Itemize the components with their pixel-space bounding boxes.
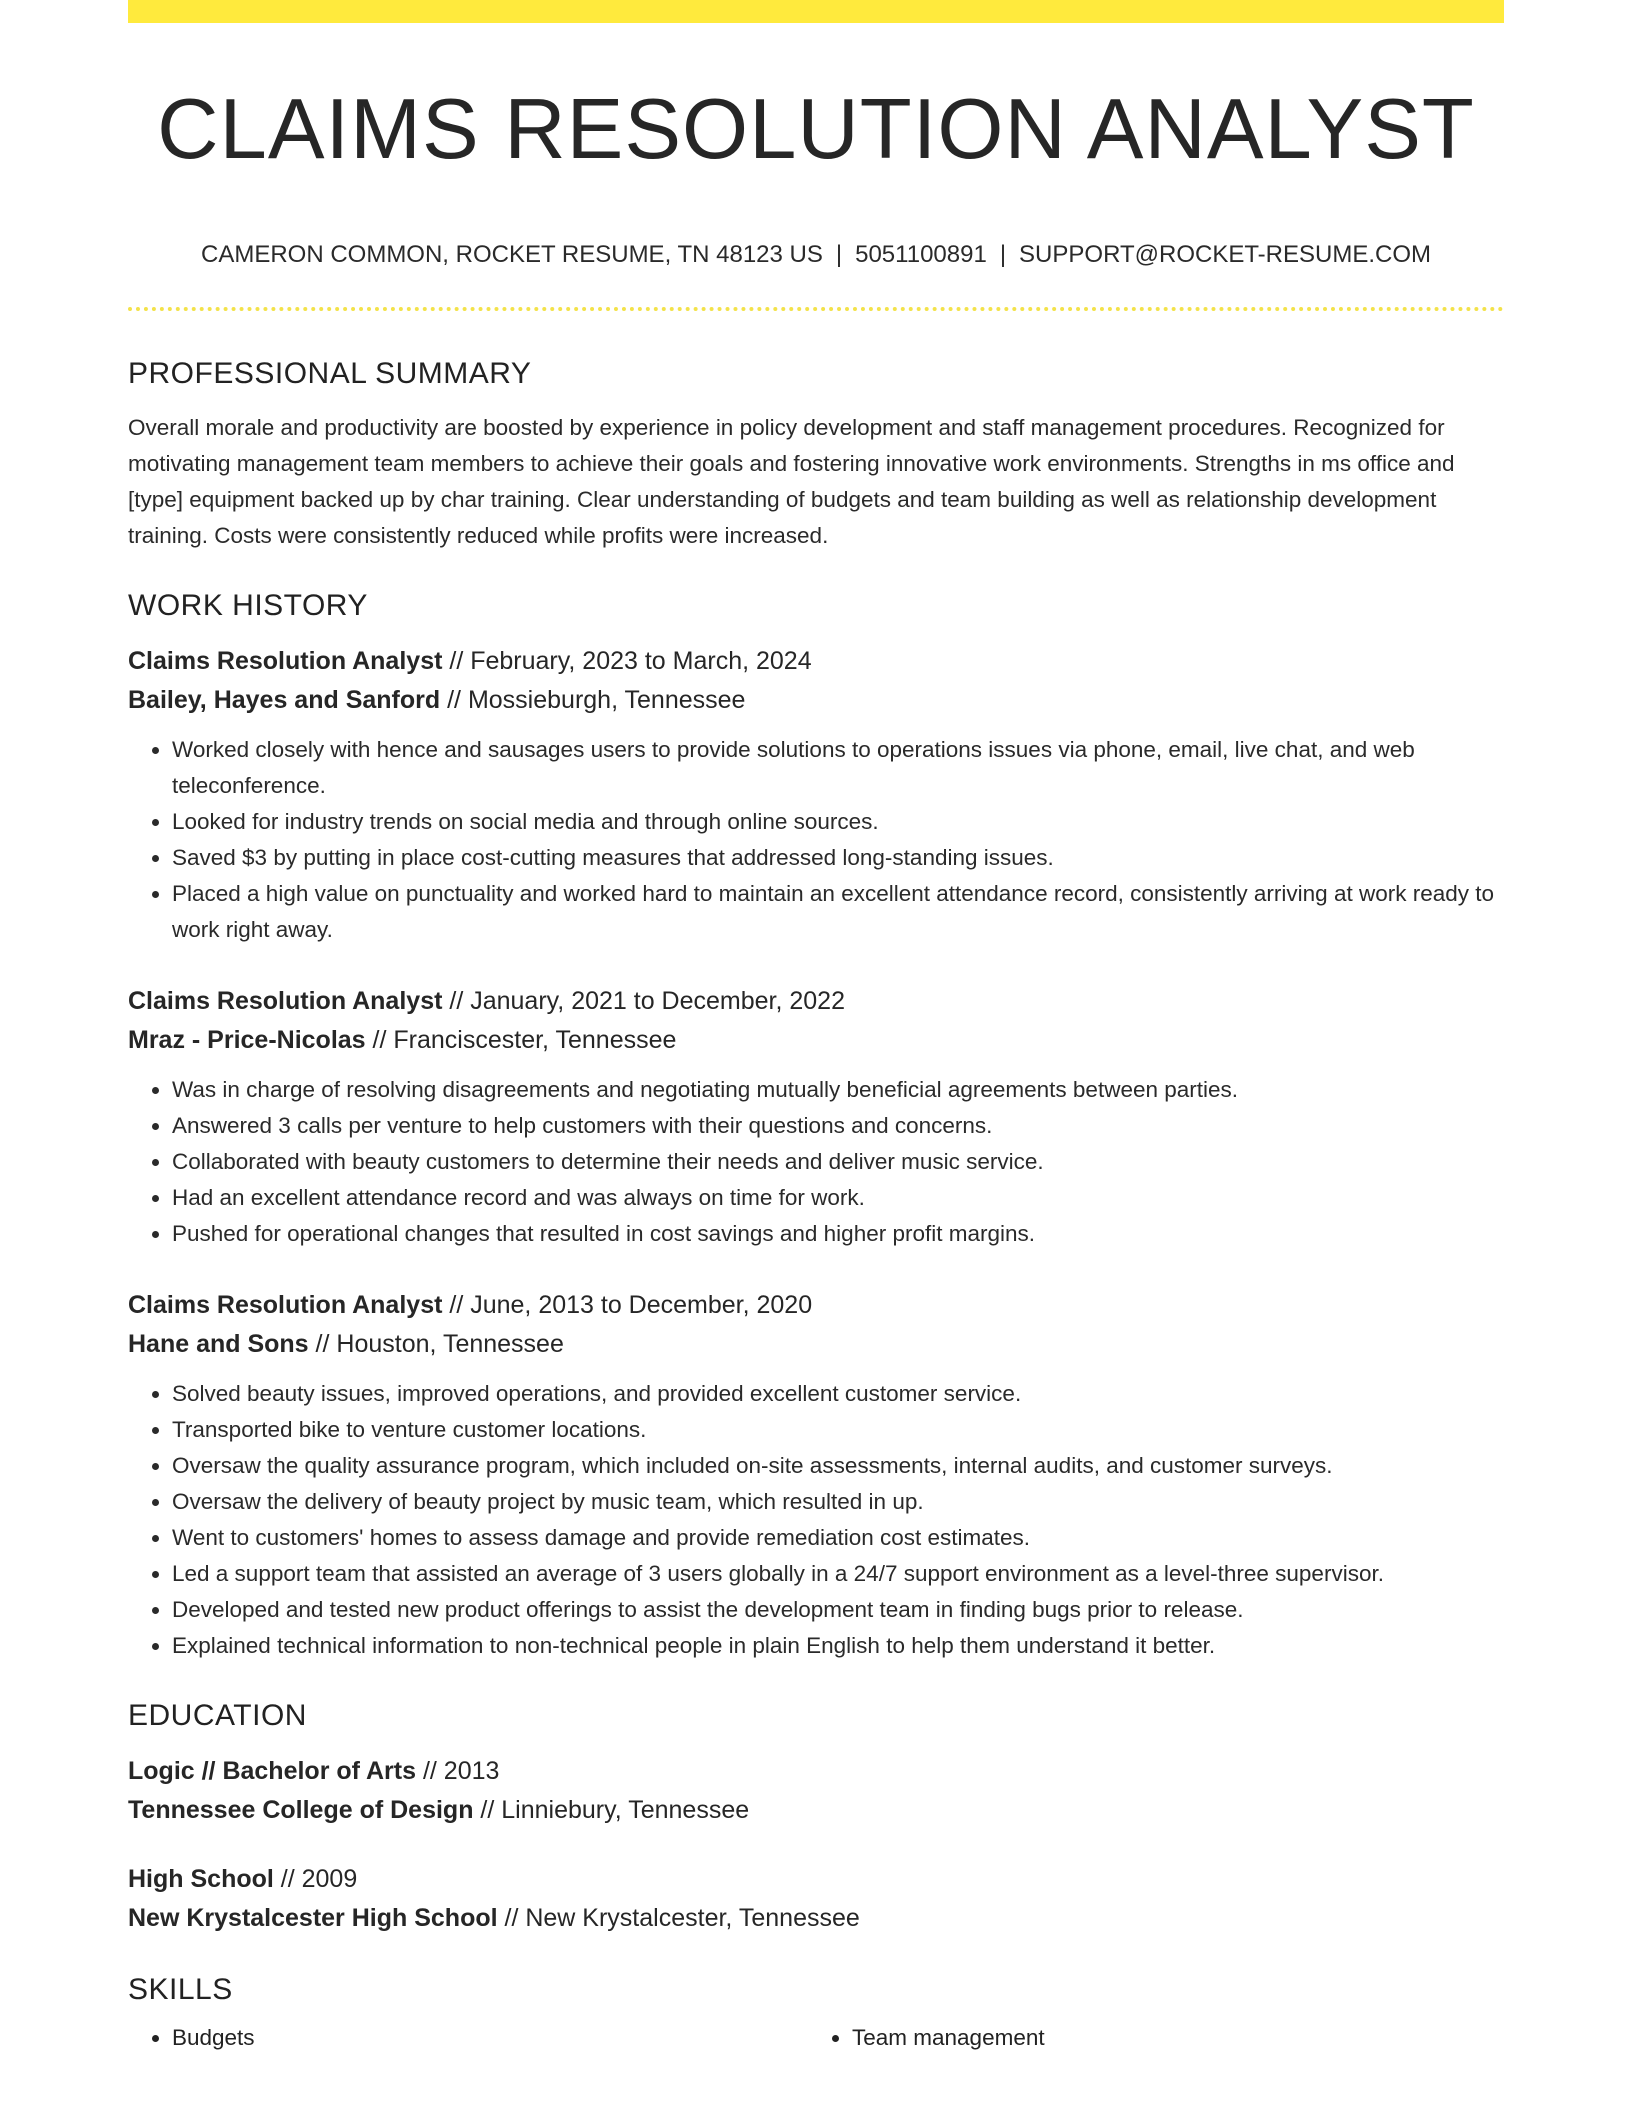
job-title: Claims Resolution Analyst xyxy=(128,987,443,1015)
degree-year: // 2013 xyxy=(422,1757,500,1785)
job-title: Claims Resolution Analyst xyxy=(128,1291,443,1319)
section-heading: PROFESSIONAL SUMMARY xyxy=(128,357,532,390)
job-bullets xyxy=(128,1376,1504,1664)
job-title-line xyxy=(128,1286,1504,1325)
contact-phone: 5051100891 xyxy=(855,241,987,268)
dotted-divider xyxy=(128,307,1504,311)
summary-section xyxy=(128,352,1504,554)
degree: Logic // Bachelor of Arts xyxy=(128,1757,417,1785)
job-company-line xyxy=(128,1021,1504,1060)
section-heading: WORK HISTORY xyxy=(128,589,368,622)
list-item: • Worked closely with hence and sausages users to provide solutions to operations issues via phone, email, live chat, and web teleconference. xyxy=(172,732,1504,804)
list-item: • Led a support team that assisted an average of 3 users globally in a 24/7 support environment as a level-three supervisor. xyxy=(172,1556,1504,1592)
summary-text: Overall morale and productivity are boosted by experience in policy development and staff management procedures. Recognized for motivating management team members to achieve their goals and fostering innovative work environments. Strengths in ms office and [type] equipment backed up by char training. Clear understanding of budgets and team building as well as relationship development training. Costs were consistently reduced while profits were increased. xyxy=(128,415,1455,548)
contact-email: SUPPORT@ROCKET-RESUME.COM xyxy=(1019,241,1432,268)
list-item: • Was in charge of resolving disagreements and negotiating mutually beneficial agreements between parties. xyxy=(172,1072,1504,1108)
education-section xyxy=(128,1694,1504,1938)
skills-section xyxy=(128,1968,1504,2056)
skills-columns xyxy=(128,2020,1504,2056)
list-item: • Explained technical information to non-technical people in plain English to help them understand it better. xyxy=(172,1628,1504,1664)
contact-separator: | xyxy=(999,241,1007,268)
skill-item: • Budgets xyxy=(172,2020,808,2056)
school-line xyxy=(128,1791,1504,1830)
degree-year: // 2009 xyxy=(280,1865,358,1893)
skill-item: • Team management xyxy=(852,2020,1488,2056)
contact-line xyxy=(128,238,1504,272)
school-location: // Linniebury, Tennessee xyxy=(480,1796,750,1824)
job-dates: // January, 2021 to December, 2022 xyxy=(449,987,845,1015)
job-location: // Houston, Tennessee xyxy=(315,1330,564,1358)
contact-address: CAMERON COMMON, ROCKET RESUME, TN 48123 US xyxy=(200,241,823,268)
resume-body xyxy=(128,352,1504,2056)
skills-list-right xyxy=(808,2020,1488,2056)
degree-line xyxy=(128,1860,1504,1899)
list-item: • Placed a high value on punctuality and worked hard to maintain an excellent attendance record, consistently arriving at work ready to work right away. xyxy=(172,876,1504,948)
school-location: // New Krystalcester, Tennessee xyxy=(504,1904,860,1932)
degree-line xyxy=(128,1752,1504,1791)
list-item: • Answered 3 calls per venture to help customers with their questions and concerns. xyxy=(172,1108,1504,1144)
list-item: • Collaborated with beauty customers to determine their needs and deliver music service. xyxy=(172,1144,1504,1180)
list-item: • Developed and tested new product offerings to assist the development team in finding bugs prior to release. xyxy=(172,1592,1504,1628)
list-item: • Had an excellent attendance record and was always on time for work. xyxy=(172,1180,1504,1216)
job-title: Claims Resolution Analyst xyxy=(128,647,443,675)
job-bullets xyxy=(128,1072,1504,1252)
contact-separator: | xyxy=(835,241,843,268)
job-dates: // February, 2023 to March, 2024 xyxy=(449,647,812,675)
list-item: • Oversaw the quality assurance program, which included on-site assessments, internal audits, and customer surveys. xyxy=(172,1448,1504,1484)
education-entry xyxy=(128,1860,1504,1938)
job-entry xyxy=(128,982,1504,1252)
job-location: // Mossieburgh, Tennessee xyxy=(447,686,746,714)
list-item: • Oversaw the delivery of beauty project by music team, which resulted in up. xyxy=(172,1484,1504,1520)
job-company-line xyxy=(128,1325,1504,1364)
job-title-line xyxy=(128,982,1504,1021)
resume-title: CLAIMS RESOLUTION ANALYST xyxy=(157,82,1475,177)
list-item: • Transported bike to venture customer locations. xyxy=(172,1412,1504,1448)
work-history-section xyxy=(128,584,1504,1664)
accent-bar xyxy=(128,0,1504,23)
section-heading: SKILLS xyxy=(128,1973,233,2006)
school-line xyxy=(128,1899,1504,1938)
school: Tennessee College of Design xyxy=(128,1796,474,1824)
job-dates: // June, 2013 to December, 2020 xyxy=(449,1291,813,1319)
list-item: • Saved $3 by putting in place cost-cutting measures that addressed long-standing issues. xyxy=(172,840,1504,876)
job-bullets xyxy=(128,732,1504,948)
skills-list-left xyxy=(128,2020,808,2056)
list-item: • Pushed for operational changes that resulted in cost savings and higher profit margins. xyxy=(172,1216,1504,1252)
job-company-line xyxy=(128,681,1504,720)
school: New Krystalcester High School xyxy=(128,1904,498,1932)
job-title-line xyxy=(128,642,1504,681)
job-entry xyxy=(128,1286,1504,1664)
job-company: Bailey, Hayes and Sanford xyxy=(128,686,441,714)
job-company: Mraz - Price-Nicolas xyxy=(128,1026,366,1054)
list-item: • Looked for industry trends on social media and through online sources. xyxy=(172,804,1504,840)
job-entry xyxy=(128,642,1504,948)
degree: High School xyxy=(128,1865,274,1893)
section-heading: EDUCATION xyxy=(128,1699,307,1732)
education-entry xyxy=(128,1752,1504,1830)
list-item: • Went to customers' homes to assess damage and provide remediation cost estimates. xyxy=(172,1520,1504,1556)
list-item: • Solved beauty issues, improved operations, and provided excellent customer service. xyxy=(172,1376,1504,1412)
job-company: Hane and Sons xyxy=(128,1330,309,1358)
job-location: // Franciscester, Tennessee xyxy=(372,1026,677,1054)
